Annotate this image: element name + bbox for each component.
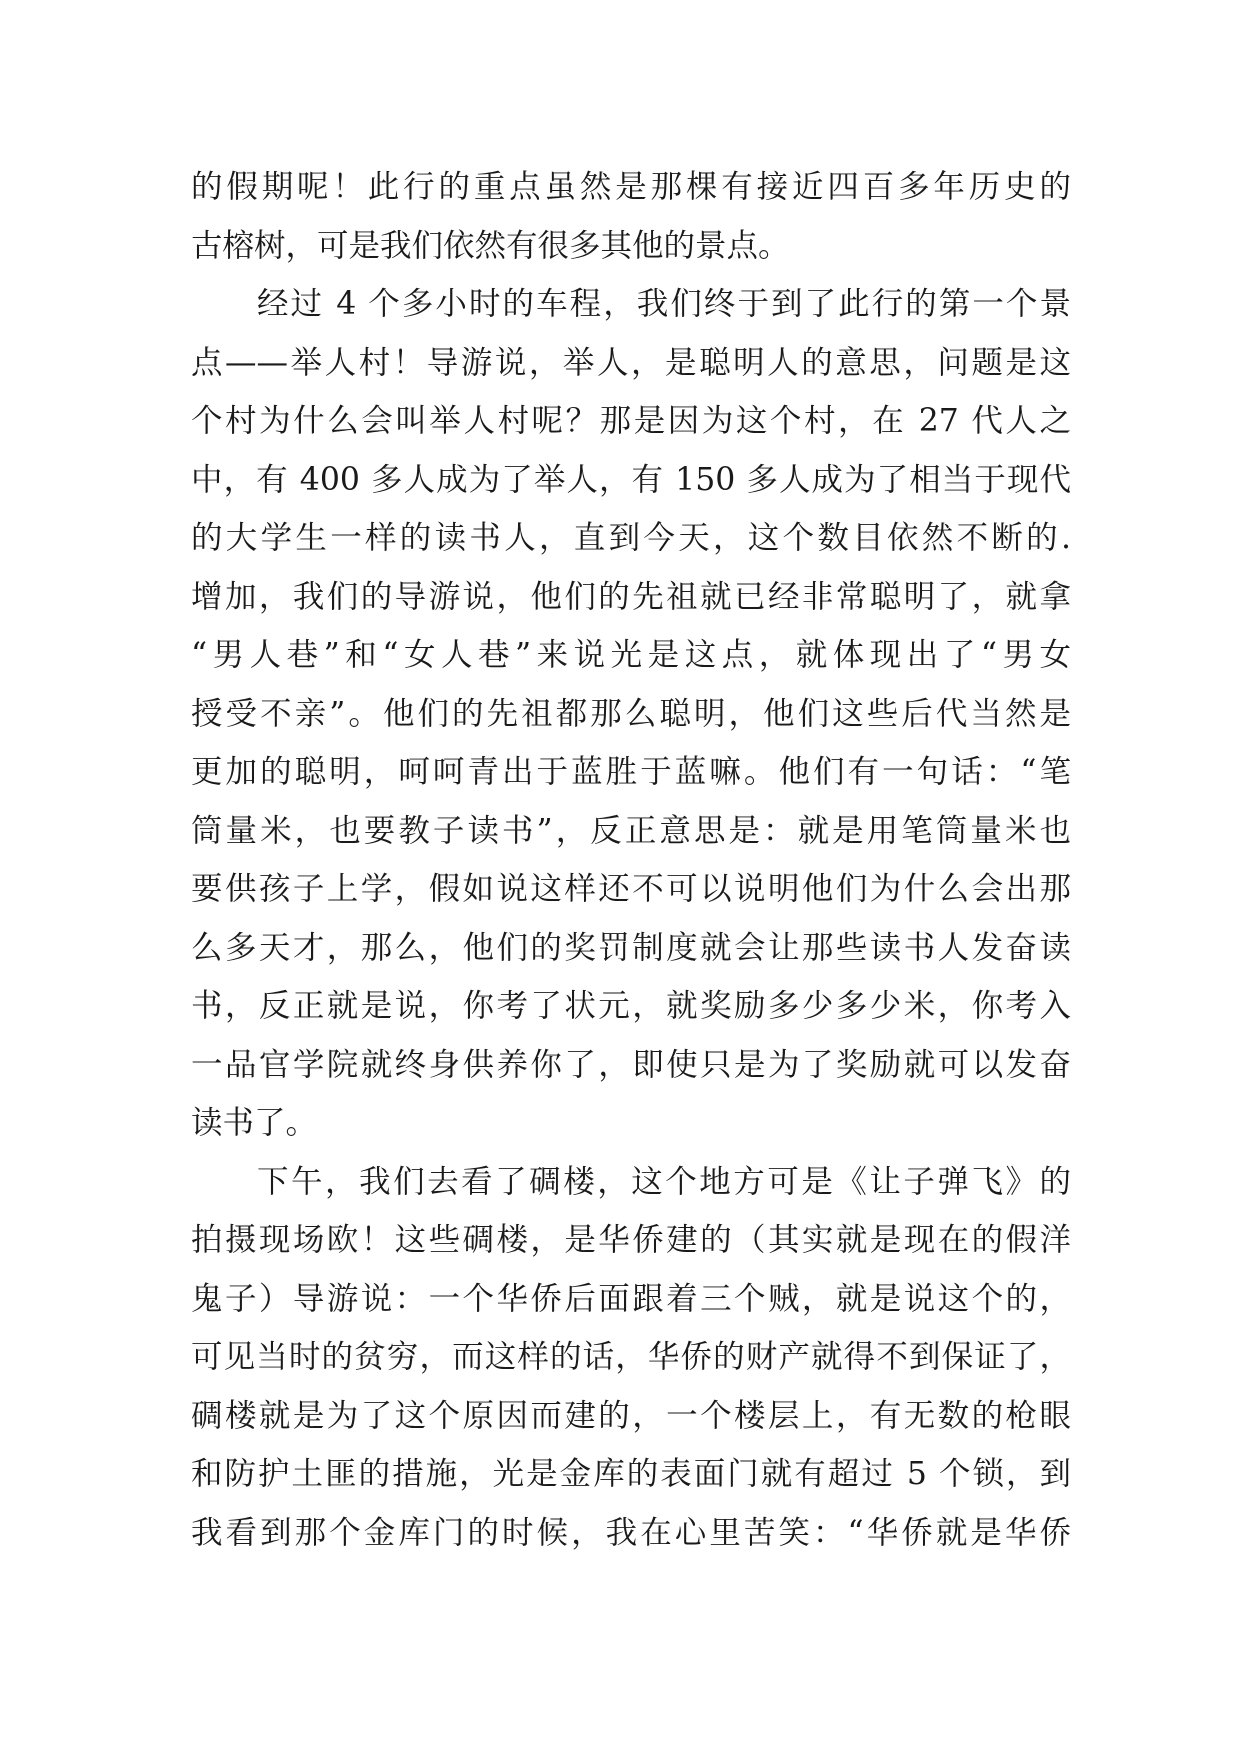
text-line: 么多天才，那么，他们的奖罚制度就会让那些读书人发奋读 [191,929,1071,966]
text-line: 要供孩子上学，假如说这样还不可以说明他们为什么会出那 [191,871,1071,907]
text-line: 拍摄现场欧！这些碉楼，是华侨建的（其实就是现在的假洋 [191,1222,1071,1258]
text-line: 碉楼就是为了这个原因而建的，一个楼层上，有无数的枪眼 [191,1397,1071,1434]
text-line: 中，有 400 多人成为了举人，有 150 多人成为了相当于现代 [191,461,1071,498]
text-line: 个村为什么会叫举人村呢？那是因为这个村，在 27 代人之 [191,403,1071,439]
text-line: 的假期呢！此行的重点虽然是那棵有接近四百多年历史的 [191,169,1071,205]
text-line: 鬼子）导游说：一个华侨后面跟着三个贼，就是说这个的， [191,1280,1071,1317]
text-line: 和防护土匪的措施，光是金库的表面门就有超过 5 个锁，到 [191,1456,1071,1492]
text-line: 点——举人村！导游说，举人，是聪明人的意思，问题是这 [191,344,1071,381]
text-line: 可见当时的贫穷，而这样的话，华侨的财产就得不到保证了， [191,1339,1071,1375]
text-line: 我看到那个金库门的时候，我在心里苦笑：“华侨就是华侨 [191,1514,1071,1551]
text-line: 经过 4 个多小时的车程，我们终于到了此行的第一个景 [257,286,1071,322]
text-line: 读书了。 [191,1105,318,1141]
body-text [191,158,1071,1562]
text-line: 一品官学院就终身供养你了，即使只是为了奖励就可以发奋 [191,1046,1071,1083]
text-line: 书，反正就是说，你考了状元，就奖励多少多少米，你考入 [191,988,1071,1024]
text-line: 更加的聪明，呵呵青出于蓝胜于蓝嘛。他们有一句话：“笔 [191,754,1071,790]
text-line: 古榕树，可是我们依然有很多其他的景点。 [191,227,790,264]
text-line: 的大学生一样的读书人，直到今天，这个数目依然不断的. [191,520,1071,556]
text-line: “男人巷”和“女人巷”来说光是这点，就体现出了“男女 [191,637,1071,673]
text-line: 下午，我们去看了碉楼，这个地方可是《让子弹飞》的 [257,1163,1071,1200]
text-line: 授受不亲”。他们的先祖都那么聪明，他们这些后代当然是 [191,695,1071,732]
text-line: 增加，我们的导游说，他们的先祖就已经非常聪明了，就拿 [191,578,1071,615]
text-line: 筒量米，也要教子读书”，反正意思是：就是用笔筒量米也 [191,812,1071,849]
